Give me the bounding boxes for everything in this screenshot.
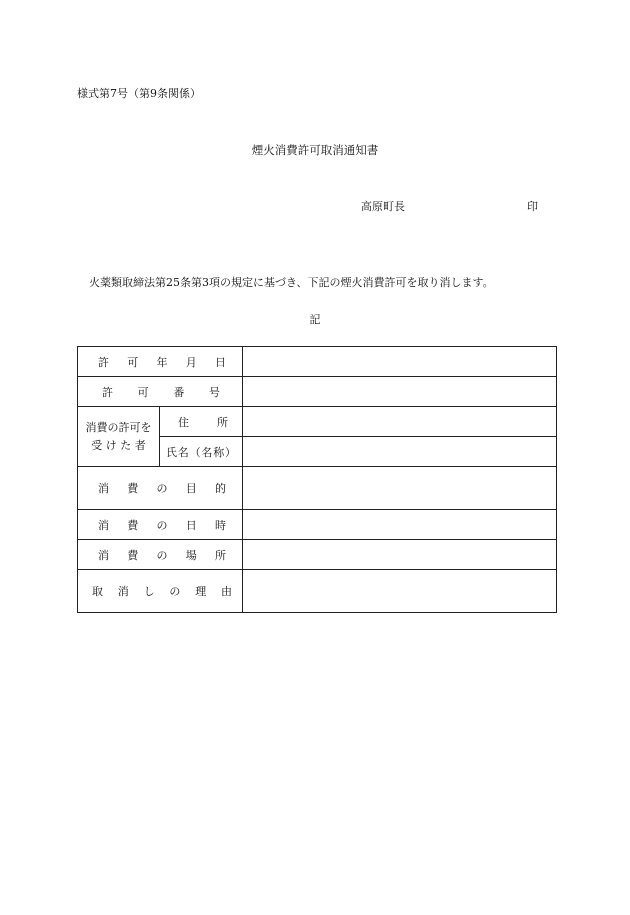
label-char: 称 [213,445,225,459]
issuer-name: 高原町長 [361,200,405,213]
value-address[interactable] [243,407,557,437]
row-address [78,407,557,437]
label-char: 可 [137,385,149,399]
value-permit-date[interactable] [243,347,557,377]
label-name [160,437,243,467]
label-char: 号 [208,385,220,399]
label-datetime [78,510,243,540]
label-char: 的 [215,482,226,495]
label-address [160,407,243,437]
ki-label: 記 [309,313,321,326]
label-purpose [78,467,243,510]
label-char: 場 [185,548,197,562]
row-permit-number [78,377,557,407]
document-title: 煙火消費許可取消通知書 [251,143,379,157]
label-char: 名 [177,445,189,459]
label-char: の [156,548,168,562]
body-text: 火薬類取締法第25条第3項の規定に基づき、下記の煙火消費許可を取り消します。 [89,276,494,289]
label-char: 理 [195,585,207,598]
recipient-line-2: 受 け た 者 [91,438,146,452]
label-reason [78,570,243,613]
label-char: 番 [173,385,185,399]
recipient-line-1: 消費の許可を [85,420,152,434]
label-char: し [143,585,155,598]
label-recipient [78,407,160,467]
form-number: 様式第7号（第9条関係） [77,87,201,100]
label-char: 日 [215,355,226,369]
row-permit-date [78,347,557,377]
label-char: 消 [117,585,129,598]
label-char: 由 [220,585,232,598]
label-char: 氏 [166,445,177,459]
label-char: 所 [217,415,228,429]
label-char: 年 [156,355,168,369]
seal-mark: 印 [527,200,538,213]
row-purpose [78,467,557,510]
label-char: 時 [215,518,226,532]
label-char: 消 [98,548,109,562]
value-datetime[interactable] [243,510,557,540]
value-place[interactable] [243,540,557,570]
label-char: 住 [178,415,189,429]
label-char: 費 [127,548,139,562]
label-char: 目 [185,482,197,495]
label-char: （ [189,445,201,459]
label-char: 可 [127,355,139,369]
label-char: 費 [127,482,139,495]
label-char: 月 [185,355,197,369]
label-char: ） [224,445,236,459]
value-purpose[interactable] [243,467,557,510]
label-permit-date [78,347,243,377]
label-char: 費 [127,518,139,532]
label-char: 名 [201,445,213,459]
row-reason [78,570,557,613]
notice-table [77,346,557,613]
label-char: の [169,585,181,598]
value-reason[interactable] [243,570,557,613]
value-permit-number[interactable] [243,377,557,407]
label-char: 所 [215,548,226,562]
label-char: 許 [102,385,113,399]
label-char: 消 [98,482,109,495]
label-char: の [156,482,168,495]
label-place [78,540,243,570]
row-place [78,540,557,570]
label-char: 許 [98,355,109,369]
label-char: 日 [185,518,197,532]
label-permit-number [78,377,243,407]
label-char: 消 [98,518,109,532]
label-char: の [156,518,168,532]
row-datetime [78,510,557,540]
label-char: 取 [92,585,103,598]
value-name[interactable] [243,437,557,467]
